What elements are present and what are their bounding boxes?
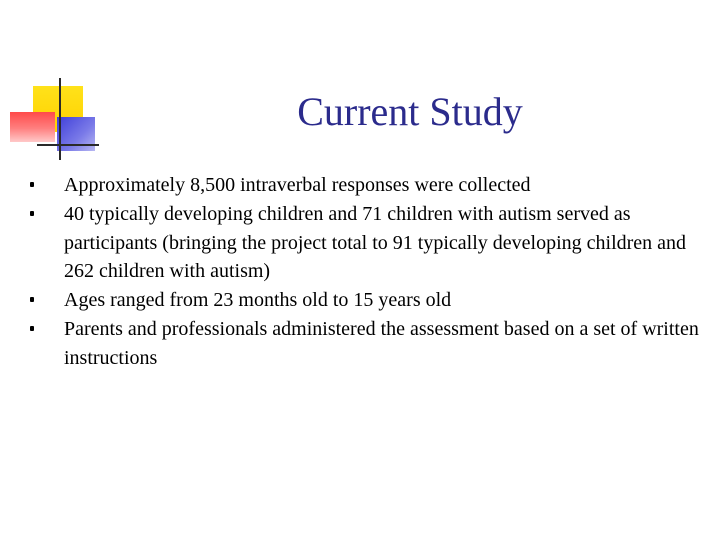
bullet-item [30,315,720,373]
bullet-text: Ages ranged from 23 months old to 15 years old [64,289,452,312]
bullet-item [30,171,720,200]
bullet-text: 40 typically developing children and 71 children with autism served as participants (bringing the project total to 91 typically developing children and 262 children with autism) [64,202,687,283]
bullet-list [30,171,720,373]
bullet-dot-icon [30,182,34,187]
bullet-dot-icon [30,297,34,302]
logo-vertical-line [59,78,61,160]
slide-logo-decoration [0,0,110,170]
logo-red-square [10,112,55,142]
bullet-text: Approximately 8,500 intraverbal responses were collected [64,174,531,196]
bullet-dot-icon [30,326,34,331]
bullet-item [30,286,720,315]
slide-title: Current Study [297,89,523,134]
bullet-text: Parents and professionals administered the assessment based on a set of written instructions [64,317,699,369]
bullet-dot-icon [30,211,34,216]
logo-horizontal-line [37,144,99,146]
bullet-item [30,200,720,286]
